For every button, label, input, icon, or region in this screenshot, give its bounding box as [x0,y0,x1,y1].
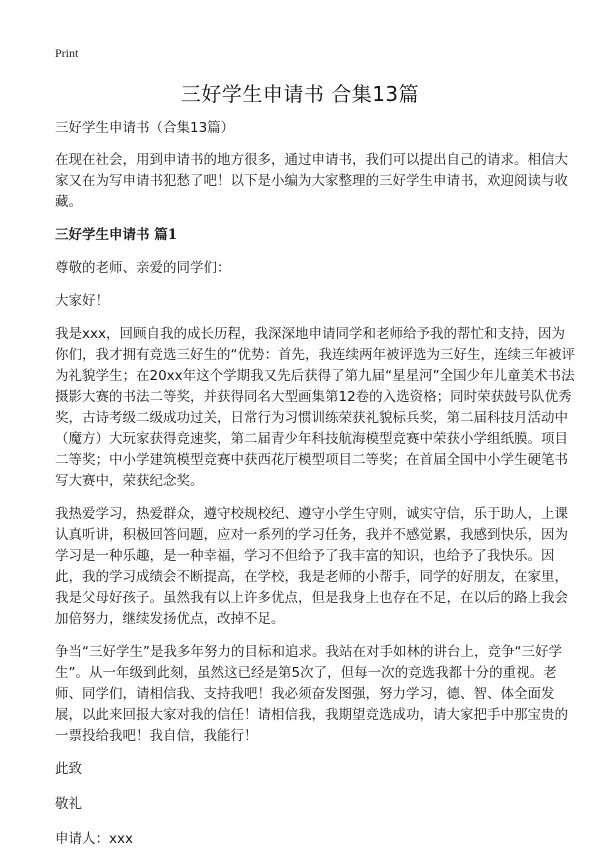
document-subtitle: 三好学生申请书（合集13篇） [55,120,235,136]
document-body [55,118,575,864]
body-paragraph: 争当“三好学生”是我多年努力的目标和追求。我站在对手如林的讲台上，竞争“三好学生”。从一年级到此刻，虽然这已经是第5次了，但每一次的竞选我都十分的重视。老师、同学们，请相信我、支持我吧！我必须奋发图强，努力学习，德、智、体全面发展，以此来回报大家对我的信任！请相信我，我期望竞选成功，请大家把手中那宝贵的一票投给我吧！我自信，我能行！ [55,644,568,744]
closing-salute: 敬礼 [55,796,82,812]
page-title: 三好学生申请书 合集13篇 [180,82,420,106]
body-paragraph: 我是xxx，回顾自我的成长历程，我深深地申请同学和老师给予我的帮忙和支持，因为你们，我才拥有竞选三好生的“优势：首先，我连续两年被评选为三好生，连续三年被评为礼貌学生；在20xx年这个学期我又先后获得了第九届“星星河”全国少年儿童美术书法摄影大赛的书法二等奖，并获得同名大型画集第12卷的入选资格；同时荣获鼓号队优秀奖，古诗考级二级成功过关，日常行为习惯训练荣获礼貌标兵奖，第二届科技月活动中（魔方）大玩家获得竞速奖，第二届青少年科技航海模型竞赛中荣获小学组纸膜。项目二等奖；中小学建筑模型竞赛中获西花厅模型项目二等奖；在首届全国中小学生硬笔书写大赛中，荣获纪念奖。 [55,326,575,489]
body-paragraph: 我热爱学习，热爱群众，遵守校规校纪、遵守小学生守则，诚实守信，乐于助人，上课认真听讲，积极回答问题，应对一系列的学习任务，我并不感觉累，我感到快乐，因为学习是一种乐趣，是一种幸福，学习不但给予了我丰富的知识，也给予了我快乐。因此，我的学习成绩会不断提高，在学校，我是老师的小帮手，同学的好朋友，在家里，我是父母好孩子。虽然我有以上许多优点，但是我身上也存在不足，在以后的路上我会加倍努力，继续发扬优点，改掉不足。 [55,506,568,627]
intro-paragraph: 在现在社会，用到申请书的地方很多，通过申请书，我们可以提出自己的请求。相信大家又在为写申请书犯愁了吧！以下是小编为大家整理的三好学生申请书，欢迎阅读与收藏。 [55,152,568,210]
signature: 申请人：xxx [55,831,133,847]
section-heading: 三好学生申请书 篇1 [55,227,178,243]
greeting: 大家好！ [55,293,109,309]
print-link[interactable]: Print [55,46,79,60]
closing-line: 此致 [55,761,82,777]
salutation: 尊敬的老师、亲爱的同学们： [55,260,231,276]
